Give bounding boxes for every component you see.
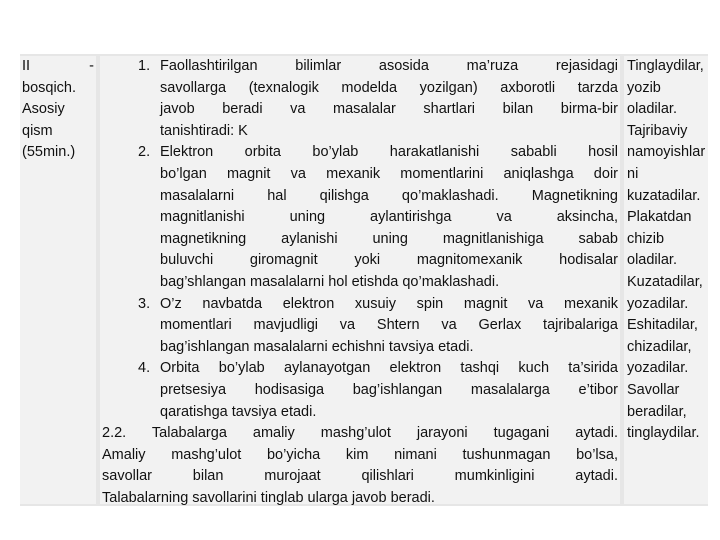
role-line: Eshitadilar, — [627, 317, 698, 334]
section-paragraph — [102, 423, 618, 509]
student-activity-column — [624, 56, 708, 504]
item-number: 4. — [138, 360, 151, 377]
role-line: yozadilar. — [627, 295, 689, 312]
item-line: magnetikning aylanishi uning magnitlanishiga sabab — [160, 230, 618, 247]
item-line: qaratishga tavsiya etadi. — [160, 403, 317, 420]
item-line: buluvchi giromagnit yoki magnitomexanik hodisalar — [160, 252, 618, 269]
section-line: Amaliy mashg’ulot bo’yicha kim nimani tushunmagan bo’lsa, — [102, 446, 618, 463]
role-line: Savollar — [627, 381, 680, 398]
list-item — [102, 56, 618, 142]
role-line: Tinglaydilar, — [627, 58, 704, 74]
list-item — [102, 358, 618, 423]
item-line: Orbita bo’ylab aylanayotgan elektron tashqi kuch ta’sirida — [160, 360, 618, 377]
item-line: momentlari mavjudligi va Shtern va Gerlax tajribalariga — [160, 317, 618, 334]
list-item — [102, 142, 618, 293]
section-line: 2.2. Talabalarga amaliy mashg’ulot jarayoni tugagani aytadi. — [102, 425, 618, 442]
stage-line: II - — [22, 58, 94, 74]
role-line: oladilar. — [627, 252, 677, 269]
role-line: chizib — [627, 230, 665, 247]
item-line: masalalarni hal qilishga qo’maklashadi. Magnetikning — [160, 187, 618, 204]
stage-column — [20, 56, 96, 504]
section-line: Talabalarning savollarini tinglab ularga javob beradi. — [102, 489, 435, 506]
item-line: javob beradi va masalalar shartlari bilan birma-bir — [160, 101, 618, 118]
item-number: 3. — [138, 295, 151, 312]
role-line: oladilar. — [627, 101, 677, 118]
role-line: chizadilar, — [627, 338, 692, 355]
role-line: Plakatdan — [627, 209, 692, 226]
section-line: savollar bilan murojaat qilishlari mumkinligini aytadi. — [102, 468, 618, 485]
role-line: Tajribaviy — [627, 122, 688, 139]
list-item — [102, 294, 618, 359]
role-line: ni — [627, 165, 639, 182]
role-line: yozadilar. — [627, 360, 689, 377]
stage-line: Asosiy — [22, 101, 65, 118]
item-line: bag’shlangan masalalarni hol etishda qo’maklashadi. — [160, 273, 500, 290]
item-number: 2. — [138, 144, 151, 161]
item-line: magnitlanishi uning aylantirishga va aksincha, — [160, 209, 618, 226]
stage-line: bosqich. — [22, 79, 77, 96]
role-line: beradilar, — [627, 403, 687, 420]
role-line: kuzatadilar. — [627, 187, 701, 204]
item-line: savollarga (texnalogik modelda yozilgan) axborotli tarzda — [160, 79, 618, 96]
item-line: O’z navbatda elektron xusuiy spin magnit va mexanik — [160, 295, 618, 312]
stage-line: (55min.) — [22, 144, 76, 161]
item-line: Faollashtirilgan bilimlar asosida ma’ruza rejasidagi — [160, 58, 618, 74]
activity-column — [100, 56, 620, 504]
lesson-plan-table — [20, 54, 708, 506]
role-line: yozib — [627, 79, 661, 96]
item-line: tanishtiradi: K — [160, 122, 248, 139]
item-number: 1. — [138, 58, 151, 74]
item-line: bo’lgan magnit va mexanik momentlarini aniqlashga doir — [160, 165, 618, 182]
item-line: Elektron orbita bo’ylab harakatlanishi sababli hosil — [160, 144, 618, 161]
role-line: namoyishlar — [627, 144, 706, 161]
role-line: tinglaydilar. — [627, 425, 700, 442]
item-line: bag’ishlangan masalalarni echishni tavsiya etadi. — [160, 338, 474, 355]
role-line: Kuzatadilar, — [627, 273, 703, 290]
item-line: pretsesiya hodisasiga bag’ishlangan masalalarga e’tibor — [160, 381, 618, 398]
stage-line: qism — [22, 122, 53, 139]
